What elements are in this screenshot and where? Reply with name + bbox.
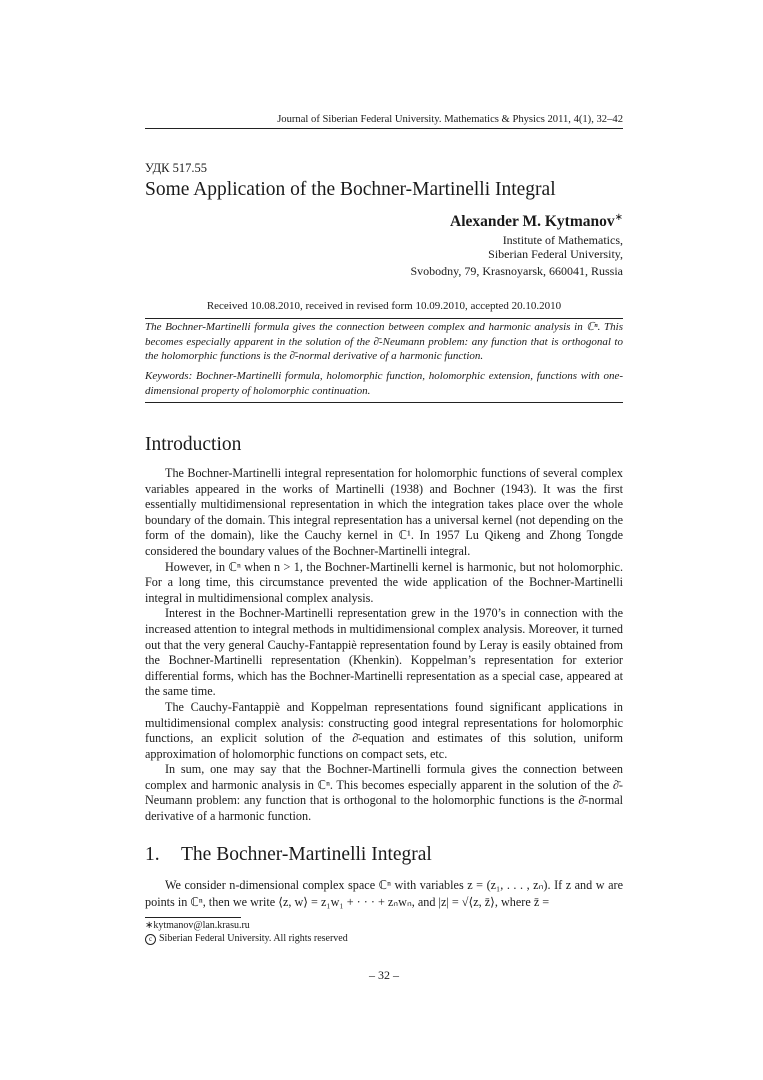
header-rule: [145, 128, 623, 129]
affiliation-line: Siberian Federal University,: [488, 247, 623, 261]
author-line: [300, 212, 623, 231]
paragraph: However, in ℂⁿ when n > 1, the Bochner-Martinelli kernel is harmonic, but not holomorphic. For a long time, this circumstance prevented the wide application of the Bochner-Martinelli integral in multidimensional complex analysis.: [145, 559, 623, 605]
running-head: Journal of Siberian Federal University. Mathematics & Physics 2011, 4(1), 32–42: [277, 114, 623, 125]
page-number: – 32 –: [369, 968, 399, 982]
introduction-heading: Introduction: [145, 434, 242, 455]
received-dates: Received 10.08.2010, received in revised form 10.09.2010, accepted 20.10.2010: [206, 300, 562, 312]
section-1-body: [145, 877, 623, 911]
section-1-heading: [145, 844, 432, 866]
paragraph: The Cauchy-Fantappiè and Koppelman representations found significant applications in multidimensional complex analysis: constructing good integral representations for holomorphic functions, an explicit solution of the ∂̄-equation and estimates of this solution, uniform approximation of holomorphic functions on compact sets, etc.: [145, 699, 623, 761]
keywords: Keywords: Bochner-Martinelli formula, holomorphic function, holomorphic extension, functions with one-dimensional property of holomorphic continuation.: [145, 369, 623, 403]
affiliation-line: Svobodny, 79, Krasnoyarsk, 660041, Russia: [410, 264, 623, 278]
affiliation-line: Institute of Mathematics,: [502, 233, 623, 247]
footnote-rule: [145, 917, 241, 918]
footnote-email: ∗kytmanov@lan.krasu.ru: [145, 920, 250, 931]
author-name: Alexander M. Kytmanov: [450, 213, 615, 231]
abstract: The Bochner-Martinelli formula gives the connection between complex and harmonic analysis in ℂⁿ. This becomes especially apparent in the solution of the ∂̄-Neumann problem: any function that is orthogonal to the holomorphic functions is the ∂̄-normal derivative of a harmonic function.: [145, 318, 623, 364]
paragraph: We consider n-dimensional complex space ℂⁿ with variables z = (z₁, . . . , zₙ). If z and w are points in ℂⁿ, then we write ⟨z, w⟩ = z₁w₁ + · · · + zₙwₙ, and |z| = √⟨z, z̄⟩, where z̄ =: [145, 878, 623, 909]
introduction-body: [145, 466, 623, 825]
article-title: Some Application of the Bochner-Martinelli Integral: [145, 179, 556, 200]
paragraph: The Bochner-Martinelli integral representation for holomorphic functions of several complex variables appeared in the works of Martinelli (1938) and Bochner (1943). It was the first essentially multidimensional representation in which the integration takes place over the whole boundary of the domain. This integral representation has a universal kernel (not depending on the form of the domain), like the Cauchy kernel in ℂ¹. In 1957 Lu Qikeng and Zhong Tongde considered the boundary values of the Bochner-Martinelli integral.: [145, 466, 623, 558]
udk-code: УДК 517.55: [145, 161, 207, 175]
paragraph: Interest in the Bochner-Martinelli representation grew in the 1970’s in connection with the increased attention to integral methods in multidimensional complex analysis. Moreover, it turned out that the very general Cauchy-Fantappiè representation found by Leray is easily obtained from the Bochner-Martinelli representation (Khenkin). Koppelman’s representation for exterior differential forms, which has the Bochner-Martinelli representation as a special case, appeared at the same time.: [145, 606, 623, 699]
section-number: 1.: [145, 844, 160, 865]
copyright-text: Siberian Federal University. All rights reserved: [159, 933, 348, 944]
copyright-icon: c: [145, 934, 156, 945]
section-title: The Bochner-Martinelli Integral: [181, 844, 432, 865]
footnote-copyright: [145, 933, 348, 945]
paragraph: In sum, one may say that the Bochner-Martinelli formula gives the connection between complex and harmonic analysis in ℂⁿ. This becomes especially apparent in the solution of the ∂̄-Neumann problem: any function that is orthogonal to the holomorphic functions is the ∂̄-normal derivative of a harmonic function.: [145, 762, 623, 824]
author-footnote-mark: ∗: [614, 212, 623, 223]
